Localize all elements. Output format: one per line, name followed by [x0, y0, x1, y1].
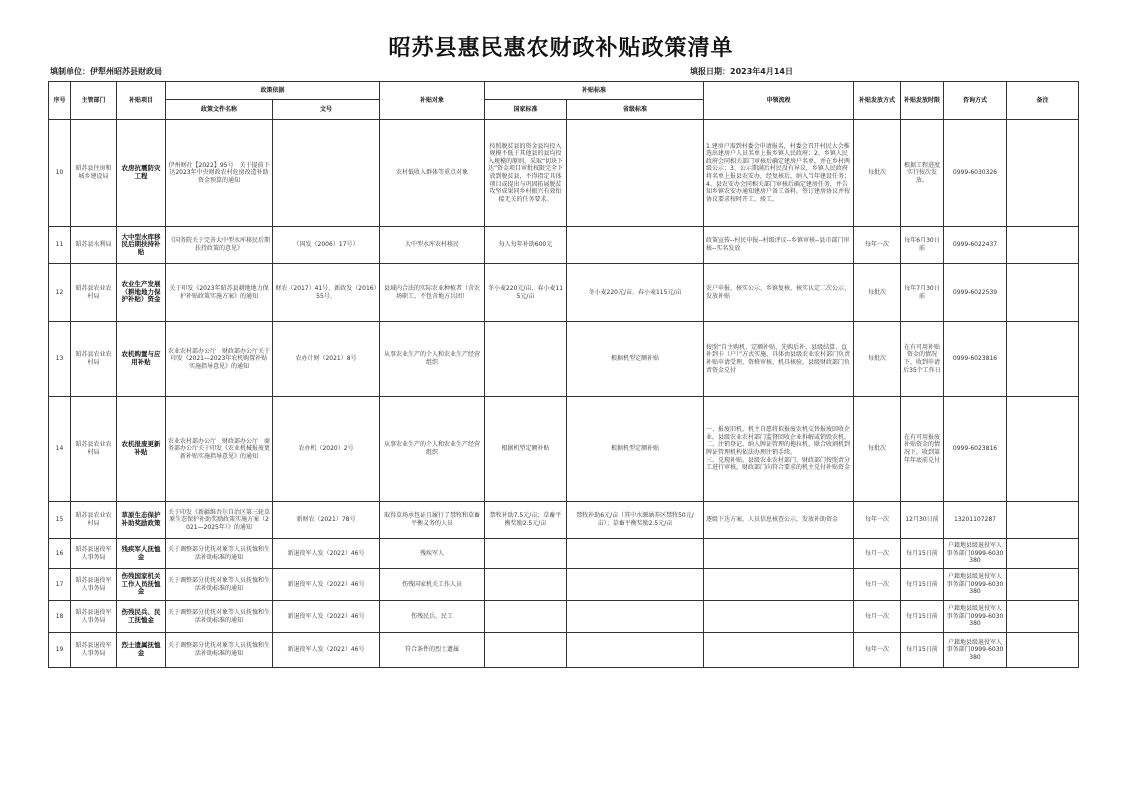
table-row	[49, 322, 1079, 397]
doc-no-cell: 新财农（2021）78号	[273, 502, 380, 539]
seq-cell: 13	[49, 322, 71, 397]
remark-cell	[1007, 264, 1079, 322]
target-cell: 从事农业生产的个人和农业生产经营组织	[380, 322, 485, 397]
process-cell: 政策宣传--村民申报--村级评议--乡镇审核--县市部门审核--实名发放	[704, 227, 854, 264]
fill-date: 填报日期：2023年4月14日	[690, 67, 793, 76]
time-cell: 根据工程进度实行按次发放。	[901, 120, 944, 227]
remark-cell	[1007, 633, 1079, 668]
process-cell: 农户申报、核实公示、乡镇复核、核实认定二次公示、发放补贴	[704, 264, 854, 322]
target-cell: 取得草场承包证且履行了禁牧和草畜平衡义务的人员	[380, 502, 485, 539]
document-title: 昭苏县惠民惠农财政补贴政策清单	[388, 35, 734, 61]
header-basis: 政策依据	[166, 82, 380, 100]
contact-cell: 0999-6023816	[944, 397, 1007, 502]
contact-cell: 户籍地县级退役军人事务部门0999-6030380	[944, 539, 1007, 569]
item-cell: 残疾军人抚恤金	[117, 539, 166, 569]
table-row	[49, 397, 1079, 502]
doc-name-cell: 农业农村部办公厅 财政部办公厅关于印发《2021—2023年农机购置补贴实施指导意见》的通知	[166, 322, 273, 397]
header-doc-name: 政策文件名称	[166, 100, 273, 120]
doc-no-cell: 新退役军人发（2022）46号	[273, 633, 380, 668]
national-standard-cell	[485, 322, 567, 397]
provincial-standard-cell	[567, 120, 704, 227]
provincial-standard-cell	[567, 633, 704, 668]
national-standard-cell	[485, 601, 567, 633]
doc-name-cell: 伊州财社【2022】95号 关于提前下达2023年中央财政农村危房改造补助资金预算的通知	[166, 120, 273, 227]
national-standard-cell	[485, 569, 567, 601]
dept-cell: 昭苏县农业农村局	[71, 322, 117, 397]
seq-cell: 17	[49, 569, 71, 601]
target-cell: 从事农业生产的个人和农业生产经营组织	[380, 397, 485, 502]
header-national: 国家标准	[485, 100, 567, 120]
table-row	[49, 227, 1079, 264]
provincial-standard-cell	[567, 601, 704, 633]
item-cell: 烈士遗属抚恤金	[117, 633, 166, 668]
filler-unit: 填制单位：伊犁州昭苏县财政局	[50, 67, 162, 76]
table-row	[49, 120, 1079, 227]
dept-cell: 昭苏县退役军人事务局	[71, 539, 117, 569]
method-cell: 每批次	[854, 120, 901, 227]
header-remark: 备注	[1007, 82, 1079, 120]
table-row	[49, 569, 1079, 601]
header-doc-no: 文号	[273, 100, 380, 120]
doc-name-cell: 关于印发《2023年昭苏县耕地地力保护补贴政策实施方案》的通知	[166, 264, 273, 322]
method-cell: 每月一次	[854, 569, 901, 601]
time-cell: 每月15日前	[901, 633, 944, 668]
item-cell: 农房抗震防灾工程	[117, 120, 166, 227]
doc-name-cell: 关于调整部分优抚对象等人员抚恤和生活补助标准的通知	[166, 539, 273, 569]
time-cell: 每年6月30日前	[901, 227, 944, 264]
national-standard-cell	[485, 539, 567, 569]
remark-cell	[1007, 569, 1079, 601]
method-cell: 每批次	[854, 264, 901, 322]
method-cell: 每年一次	[854, 502, 901, 539]
dept-cell: 昭苏县农业农村局	[71, 397, 117, 502]
time-cell: 每月15日前	[901, 569, 944, 601]
item-cell: 伤残国家机关工作人员抚恤金	[117, 569, 166, 601]
method-cell: 每年一次	[854, 633, 901, 668]
process-cell	[704, 633, 854, 668]
process-cell	[704, 539, 854, 569]
dept-cell: 昭苏县退役军人事务局	[71, 601, 117, 633]
provincial-standard-cell: 根据机型定额补贴	[567, 397, 704, 502]
dept-cell: 昭苏县退役军人事务局	[71, 633, 117, 668]
doc-no-cell	[273, 120, 380, 227]
method-cell: 每年一次	[854, 227, 901, 264]
table-row	[49, 264, 1079, 322]
header-item: 补贴项目	[117, 82, 166, 120]
seq-cell: 18	[49, 601, 71, 633]
header-process: 申领流程	[704, 82, 854, 120]
header-standard: 补贴标准	[485, 82, 704, 100]
doc-no-cell: （国发（2006）17号）	[273, 227, 380, 264]
doc-name-cell: 关于调整部分优抚对象等人员抚恤和生活补助标准的通知	[166, 633, 273, 668]
contact-cell: 0999-6023816	[944, 322, 1007, 397]
table-row	[49, 633, 1079, 668]
header-seq: 序号	[49, 82, 71, 120]
doc-name-cell: 关于印发《新疆维吾尔自治区第三轮草原生态保护补助奖励政策实施方案（2021—2025年）》的通知	[166, 502, 273, 539]
national-standard-cell: 每人每年补助600元	[485, 227, 567, 264]
item-cell: 农机报废更新补贴	[117, 397, 166, 502]
target-cell: 伤残民兵、民工	[380, 601, 485, 633]
national-standard-cell: 禁牧补助7.5元/亩；草畜平衡奖励2.5元/亩	[485, 502, 567, 539]
time-cell: 在有可用报废补贴资金的情况下，收到第年年底前兑付	[901, 397, 944, 502]
national-standard-cell: 冬小麦220元/亩、春小麦115元/亩	[485, 264, 567, 322]
header-target: 补贴对象	[380, 82, 485, 120]
process-cell: 1.建房户需到村委会申请报名，村委会召开村民大会推选出建房户人员名单上报乡镇人民政府；2、乡镇人民政府会同相关部门审核后确定建房户名单，并在乡村两级公示；3、公示期满后村民没有异议，乡镇人民政府将名单上报县农安办，经复核后，纳入当年建设任务；4、县农安办会同相关部门审核后确定建房任务，并告知乡镇农安办通知建房户备工备料，签订建房协议并按协议要求按时开工、竣工。	[704, 120, 854, 227]
doc-name-cell: 农业农村部办公厅 财政部办公厅 商务部办公厅关于印发《农业机械报废更新补贴实施指导意见》的通知	[166, 397, 273, 502]
national-standard-cell: 根据机型定额补贴	[485, 397, 567, 502]
table-row	[49, 601, 1079, 633]
provincial-standard-cell	[567, 227, 704, 264]
dept-cell: 昭苏县农业农村局	[71, 264, 117, 322]
remark-cell	[1007, 502, 1079, 539]
contact-cell: 户籍地县级退役军人事务部门0999-6030380	[944, 633, 1007, 668]
doc-no-cell: 新退役军人发（2022）46号	[273, 601, 380, 633]
process-cell	[704, 569, 854, 601]
provincial-standard-cell	[567, 569, 704, 601]
doc-name-cell: 关于调整部分优抚对象等人员抚恤和生活补助标准的通知	[166, 601, 273, 633]
doc-no-cell: 新退役军人发（2022）46号	[273, 539, 380, 569]
doc-name-cell: 关于调整部分优抚对象等人员抚恤和生活补助标准的通知	[166, 569, 273, 601]
seq-cell: 19	[49, 633, 71, 668]
table-row	[49, 539, 1079, 569]
seq-cell: 10	[49, 120, 71, 227]
dept-cell: 昭苏县住房和城乡建设局	[71, 120, 117, 227]
dept-cell: 昭苏县退役军人事务局	[71, 569, 117, 601]
target-cell: 符合条件的烈士遗属	[380, 633, 485, 668]
doc-no-cell: 新退役军人发（2022）46号	[273, 569, 380, 601]
remark-cell	[1007, 322, 1079, 397]
header-provincial: 省级标准	[567, 100, 704, 120]
remark-cell	[1007, 601, 1079, 633]
remark-cell	[1007, 539, 1079, 569]
target-cell: 县域内合法的实际农业种植者（含农场职工，不包含地方兵团）	[380, 264, 485, 322]
item-cell: 草原生态保护补助奖励政策	[117, 502, 166, 539]
item-cell: 农机购置与应用补贴	[117, 322, 166, 397]
table-row	[49, 502, 1079, 539]
method-cell: 每批次	[854, 397, 901, 502]
time-cell: 12月30日前	[901, 502, 944, 539]
target-cell: 大中型水库农村移民	[380, 227, 485, 264]
national-standard-cell: 按照脱贫县的资金县均投入规模不低于其他县的县均投入规模的原则，采取“切块下达”资金项目审批权限完全下放到脱贫县，不得指定具体项目或提出与巩固拓展脱贫攻坚成果同乡村振兴有效衔接无关的任务要求。	[485, 120, 567, 227]
contact-cell: 0999-6022539	[944, 264, 1007, 322]
header-method: 补贴发放方式	[854, 82, 901, 120]
contact-cell: 13201107287	[944, 502, 1007, 539]
subsidy-policy-table	[48, 81, 1079, 668]
process-cell: 按照“自主购机、定额补贴、先购后补、县级结算、直补到卡（户）”方式实施，具体由县级农业农村部门负责补贴申请受理、资格审核、机具核验，县级财政部门负责资金兑付	[704, 322, 854, 397]
seq-cell: 16	[49, 539, 71, 569]
dept-cell: 昭苏县农业农村局	[71, 502, 117, 539]
doc-no-cell: 财农（2017）41号、新政发（2016）55号、	[273, 264, 380, 322]
remark-cell	[1007, 120, 1079, 227]
method-cell: 每月一次	[854, 539, 901, 569]
header-time: 补贴发放时限	[901, 82, 944, 120]
contact-cell: 0999-6030326	[944, 120, 1007, 227]
national-standard-cell	[485, 633, 567, 668]
provincial-standard-cell: 禁牧补助6元/亩（其中水源涵养区禁牧50元/亩）；草畜平衡奖励2.5元/亩	[567, 502, 704, 539]
header-dept: 主管部门	[71, 82, 117, 120]
item-cell: 农业生产发展（耕地地力保护补贴）资金	[117, 264, 166, 322]
remark-cell	[1007, 227, 1079, 264]
process-cell: 一、报废旧机。机主自愿将拟报废农机交售报废回收企业，县级农业农村部门监督回收企业拆解或销毁农机。 二、注销登记。纳入牌证管理的拖拉机、联合收割机到牌证管理机构依法办理注销手续。 三、兑现补贴。县级农业农村部门、财政部门按照责分工进行审核，财政部门向符合要求的机主兑付补贴资金	[704, 397, 854, 502]
provincial-standard-cell	[567, 539, 704, 569]
seq-cell: 15	[49, 502, 71, 539]
contact-cell: 户籍地县级退役军人事务部门0999-6030380	[944, 601, 1007, 633]
seq-cell: 14	[49, 397, 71, 502]
contact-cell: 0999-6022437	[944, 227, 1007, 264]
target-cell: 伤残国家机关工作人员	[380, 569, 485, 601]
doc-no-cell: 农办计财（2021）8号	[273, 322, 380, 397]
method-cell: 每批次	[854, 322, 901, 397]
seq-cell: 11	[49, 227, 71, 264]
time-cell: 每月15日前	[901, 539, 944, 569]
item-cell: 伤残民兵、民工抚恤金	[117, 601, 166, 633]
process-cell	[704, 601, 854, 633]
process-cell: 逐级下达方案，人员信息核查公示，发放补助资金	[704, 502, 854, 539]
doc-no-cell: 农办机（2020）2号	[273, 397, 380, 502]
method-cell: 每月一次	[854, 601, 901, 633]
seq-cell: 12	[49, 264, 71, 322]
time-cell: 在有可用补贴资金的情况下，收到申请后35个工作日	[901, 322, 944, 397]
item-cell: 大中型水库移民后期扶持补贴	[117, 227, 166, 264]
contact-cell: 户籍地县级退役军人事务部门0999-6030380	[944, 569, 1007, 601]
time-cell: 每月15日前	[901, 601, 944, 633]
target-cell: 残疾军人	[380, 539, 485, 569]
provincial-standard-cell: 根据机型定额补贴	[567, 322, 704, 397]
header-contact: 咨询方式	[944, 82, 1007, 120]
time-cell: 每年7月30日前	[901, 264, 944, 322]
remark-cell	[1007, 397, 1079, 502]
dept-cell: 昭苏县水利局	[71, 227, 117, 264]
provincial-standard-cell: 冬小麦220元/亩、春小麦115元/亩	[567, 264, 704, 322]
target-cell: 农村低收入群体等重点对象	[380, 120, 485, 227]
doc-name-cell: 《国务院关于完善大中型水库移民后期扶持政策的意见》	[166, 227, 273, 264]
